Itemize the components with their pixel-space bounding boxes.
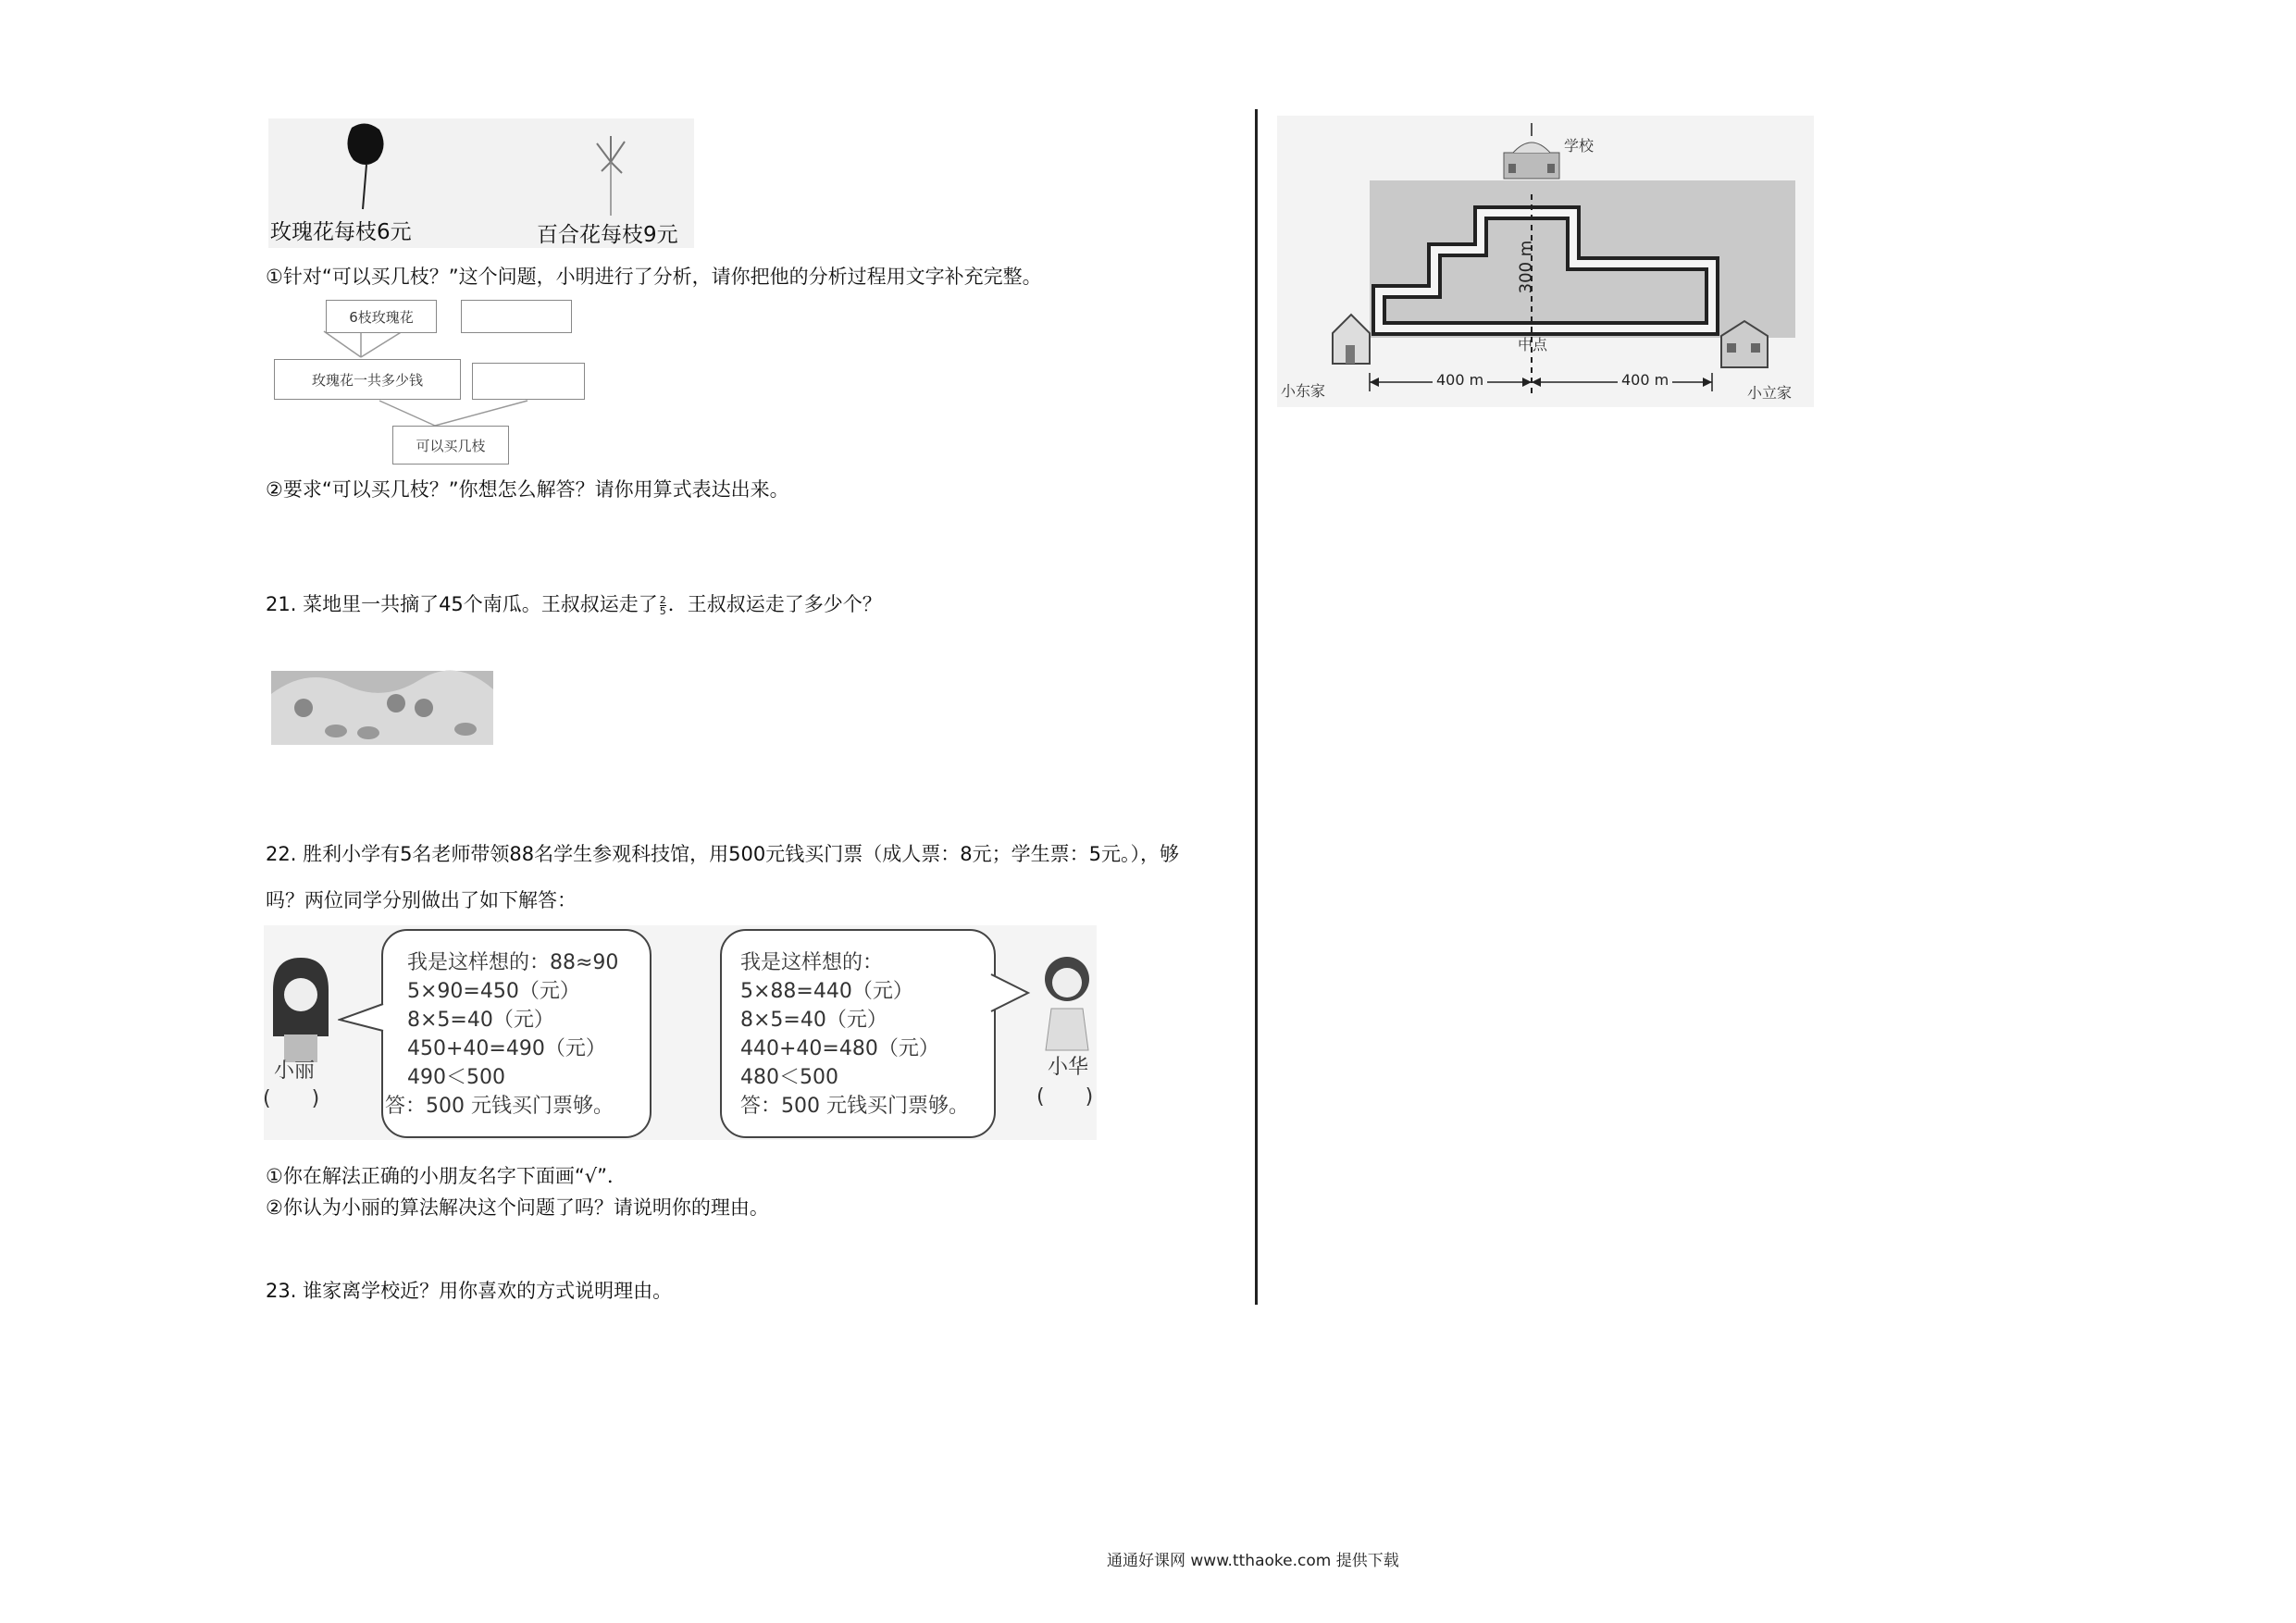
xiaoli-line-5: 490＜500 [407, 1066, 505, 1089]
xiaoli-line-6: 答：500 元钱买门票够。 [385, 1095, 614, 1118]
page-footer: 通通好课网 www.tthaoke.com 提供下载 [1107, 1552, 1399, 1570]
map-right-distance: 400 m [1618, 371, 1672, 389]
diagram-box-six-roses: 6枝玫瑰花 [326, 300, 437, 333]
diagram-box-total-cost: 玫瑰花一共多少钱 [274, 359, 461, 400]
q22-part1-text: ①你在解法正确的小朋友名字下面画“√”． [266, 1165, 627, 1187]
q20-part2-text: ②要求“可以买几枝？”你想怎么解答？请你用算式表达出来。 [266, 478, 789, 501]
xiaoli-name: 小丽 [274, 1059, 316, 1083]
xiaohua-figure [1035, 953, 1099, 1055]
rose-price-label: 玫瑰花每枝6元 [270, 220, 412, 244]
xiaohua-line-4: 440+40=480（元） [740, 1037, 939, 1060]
q21-fraction: $\frac{2}{5}$ [659, 593, 666, 617]
map-school-label: 学校 [1564, 137, 1595, 155]
xiaoli-line-1: 我是这样想的：88≈90 [407, 951, 619, 974]
xiaoli-bubble-tail [338, 999, 386, 1036]
xiaoli-line-3: 8×5=40（元） [407, 1009, 554, 1032]
map-height-label: 300 m [1516, 240, 1536, 294]
column-divider [1255, 109, 1258, 1305]
route-map [1277, 116, 1814, 412]
xiaohua-line-5: 480＜500 [740, 1066, 838, 1089]
xiaohua-name: 小华 [1048, 1056, 1089, 1079]
map-left-distance: 400 m [1433, 371, 1487, 389]
q20-part1-text: ①针对“可以买几枝？”这个问题，小明进行了分析，请你把他的分析过程用文字补充完整。 [266, 266, 1042, 288]
diagram-box-blank-top[interactable] [461, 300, 572, 333]
map-xiaodong-home-label: 小东家 [1281, 382, 1326, 400]
xiaoli-answer-paren[interactable]: ( ) [263, 1087, 320, 1110]
xiaohua-line-2: 5×88=440（元） [740, 980, 913, 1003]
pumpkin-field-image [271, 657, 493, 750]
xiaohua-bubble-tail [988, 970, 1031, 1016]
q21-text-after: ．王叔叔运走了多少个？ [667, 593, 882, 615]
q21-text [266, 592, 882, 616]
xiaohua-line-6: 答：500 元钱买门票够。 [740, 1095, 969, 1118]
rose-image [333, 118, 398, 211]
diagram-box-how-many: 可以买几枝 [392, 426, 509, 465]
lily-price-label: 百合花每枝9元 [537, 223, 678, 247]
map-midpoint-label: 中点 [1518, 336, 1548, 353]
xiaoli-line-4: 450+40=490（元） [407, 1037, 606, 1060]
q23-text: 23. 谁家离学校近？用你喜欢的方式说明理由。 [266, 1280, 673, 1302]
q22-line1: 22. 胜利小学有5名老师带领88名学生参观科技馆，用500元钱买门票（成人票：8元；学生票：5元。），够 [266, 843, 1179, 865]
q22-part2-text: ②你认为小丽的算法解决这个问题了吗？请说明你的理由。 [266, 1196, 769, 1219]
map-xiaoli-home-label: 小立家 [1747, 384, 1793, 402]
q22-line2: 吗？两位同学分别做出了如下解答： [266, 889, 577, 911]
xiaoli-line-2: 5×90=450（元） [407, 980, 580, 1003]
xiaohua-line-3: 8×5=40（元） [740, 1009, 887, 1032]
xiaoli-figure [264, 953, 338, 1064]
lily-image [583, 125, 639, 217]
xiaohua-line-1: 我是这样想的： [740, 951, 884, 974]
xiaohua-answer-paren[interactable]: ( ) [1036, 1085, 1094, 1109]
diagram-box-blank-middle[interactable] [472, 363, 585, 400]
q21-text-before: 21. 菜地里一共摘了45个南瓜。王叔叔运走了 [266, 593, 658, 615]
